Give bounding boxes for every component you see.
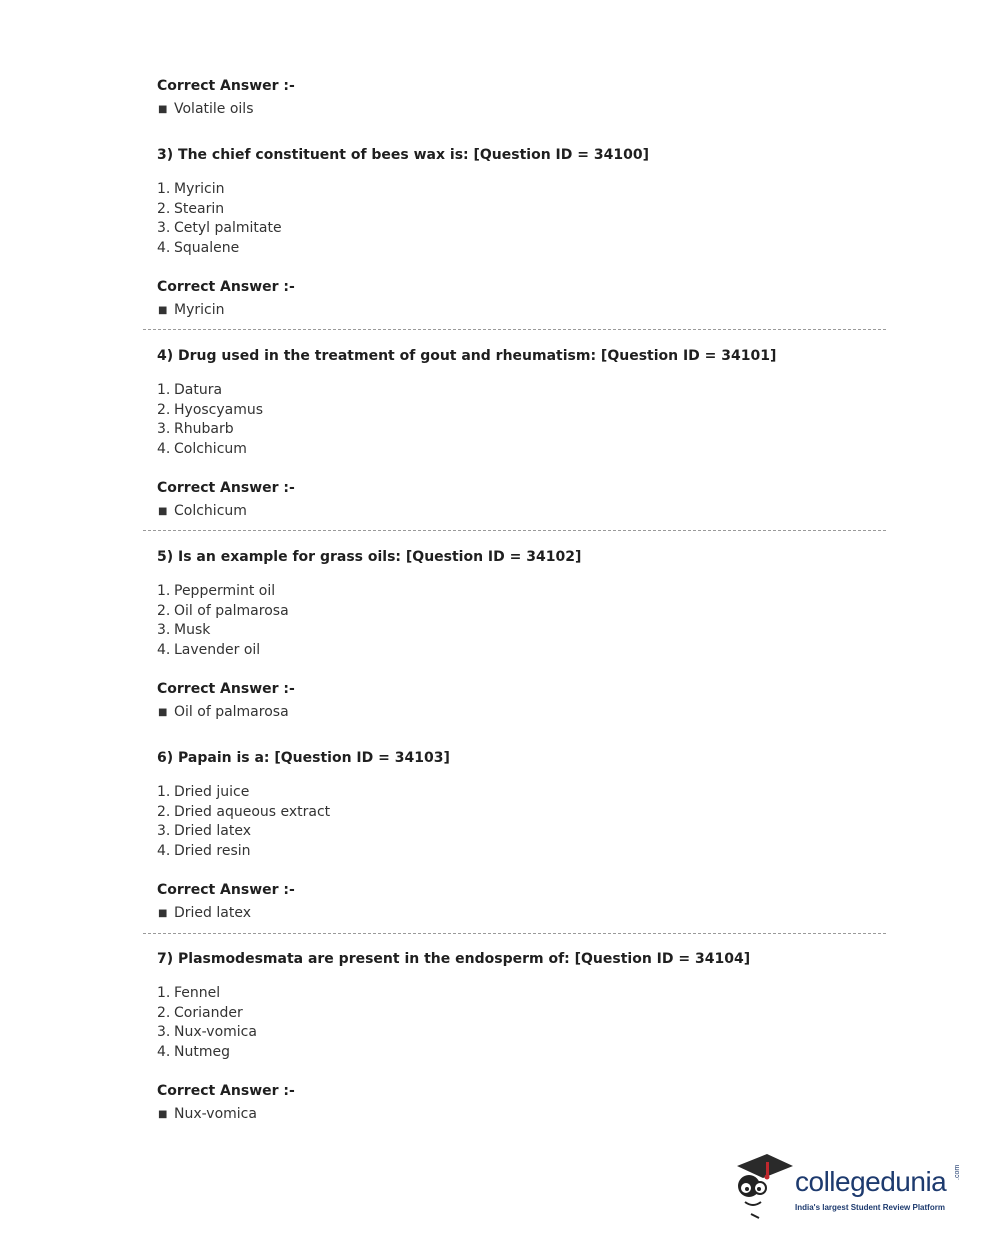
question-title: 7) Plasmodesmata are present in the endosperm of: [Question ID = 34104]	[157, 951, 751, 967]
question-title: 5) Is an example for grass oils: [Question ID = 34102]	[157, 549, 582, 565]
question-title: 4) Drug used in the treatment of gout and rheumatism: [Question ID = 34101]	[157, 348, 777, 364]
correct-answer-label: Correct Answer :-	[157, 1083, 295, 1099]
mascot-icon	[733, 1150, 795, 1222]
correct-answer: ■ Oil of palmarosa	[158, 704, 289, 720]
option-item: 2. Stearin	[157, 200, 225, 217]
question-title: 3) The chief constituent of bees wax is: [Question ID = 34100]	[157, 147, 649, 163]
logo-tagline: India's largest Student Review Platform	[795, 1203, 945, 1212]
correct-answer-label: Correct Answer :-	[157, 279, 295, 295]
bullet-icon: ■	[158, 305, 168, 316]
option-item: 1. Myricin	[157, 181, 225, 197]
bullet-icon: ■	[158, 506, 168, 517]
option-item: 3. Rhubarb	[157, 421, 234, 438]
option-item: 1. Fennel	[157, 985, 221, 1001]
dashed-divider	[143, 329, 886, 330]
option-item: 2. Dried aqueous extract	[157, 803, 331, 820]
option-item: 2. Hyoscyamus	[157, 401, 264, 418]
option-item: 4. Lavender oil	[157, 641, 261, 658]
options-list	[157, 783, 330, 861]
logo-wordmark: collegedunia	[795, 1166, 947, 1197]
question-title: 6) Papain is a: [Question ID = 34103]	[157, 750, 450, 766]
correct-answer: ■ Colchicum	[158, 503, 247, 519]
option-item: 3. Cetyl palmitate	[157, 220, 282, 237]
bullet-icon: ■	[158, 1109, 168, 1120]
correct-answer: ■ Nux-vomica	[158, 1106, 257, 1122]
option-item: 4. Dried resin	[157, 842, 251, 859]
options-list	[157, 582, 289, 660]
option-item: 3. Dried latex	[157, 823, 251, 840]
option-item: 3. Musk	[157, 622, 211, 639]
option-item: 1. Peppermint oil	[157, 583, 276, 599]
correct-answer-label: Correct Answer :-	[157, 78, 295, 94]
collegedunia-logo[interactable]	[733, 1150, 965, 1222]
correct-answer-label: Correct Answer :-	[157, 882, 295, 898]
correct-answer: ■ Myricin	[158, 302, 225, 318]
option-item: 1. Dried juice	[157, 784, 250, 800]
option-item: 2. Oil of palmarosa	[157, 602, 289, 619]
option-item: 4. Squalene	[157, 239, 240, 256]
option-item: 3. Nux-vomica	[157, 1024, 257, 1041]
option-item: 2. Coriander	[157, 1004, 243, 1021]
dashed-divider	[143, 530, 886, 531]
correct-answer: ■ Dried latex	[158, 905, 251, 921]
option-item: 1. Datura	[157, 382, 223, 398]
option-item: 4. Nutmeg	[157, 1043, 230, 1060]
bullet-icon: ■	[158, 908, 168, 919]
logo-domain-suffix: .com	[954, 1164, 961, 1180]
correct-answer-label: Correct Answer :-	[157, 681, 295, 697]
correct-answer: ■ Volatile oils	[158, 101, 254, 117]
correct-answer-label: Correct Answer :-	[157, 480, 295, 496]
option-item: 4. Colchicum	[157, 440, 247, 457]
bullet-icon: ■	[158, 707, 168, 718]
bullet-icon: ■	[158, 104, 168, 115]
dashed-divider	[143, 933, 886, 934]
options-list	[157, 381, 263, 459]
options-list	[157, 984, 257, 1062]
options-list	[157, 180, 282, 258]
